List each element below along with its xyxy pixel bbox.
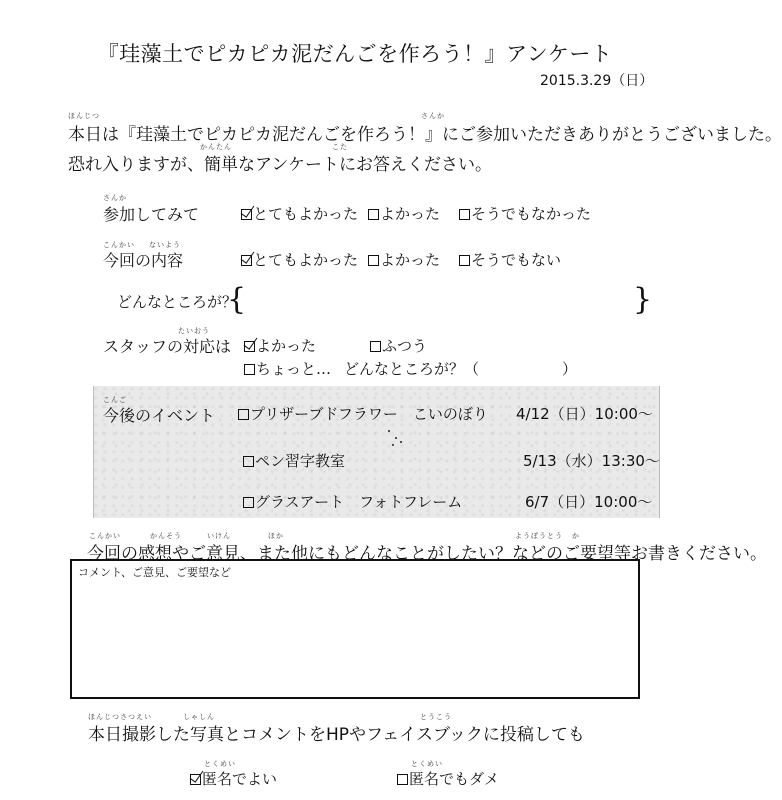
feedback-ruby-youboutou: ようぼうとう xyxy=(515,532,563,540)
feedback-ruby-ka: か xyxy=(572,532,580,540)
q2-option-label: そうでもない xyxy=(471,251,562,269)
q2-option-good[interactable] xyxy=(368,249,440,270)
scan-speck xyxy=(400,441,402,443)
q1-label: 参加してみて xyxy=(103,205,200,224)
q2-option-label: よかった xyxy=(380,251,441,269)
scan-speck xyxy=(392,444,394,446)
checkbox-icon[interactable] xyxy=(368,209,379,220)
event-date: 6/7（日）10:00～ xyxy=(525,493,653,511)
photo-ruby-tokumei-2: とくめい xyxy=(411,760,443,768)
event-date: 4/12（日）10:00～ xyxy=(516,405,653,423)
q3-followup-close: ） xyxy=(562,360,578,378)
feedback-ruby-kansou: かんそう xyxy=(150,532,182,540)
photo-ruby-shashin: しゃしん xyxy=(183,713,215,721)
q3-ruby: たいおう xyxy=(178,327,210,335)
photo-ruby-honjitsu-satsuei: ほんじつさつえい xyxy=(88,713,152,721)
q2-option-not-so[interactable] xyxy=(459,249,561,270)
survey-date: 2015.3.29（日） xyxy=(540,73,654,89)
events-ruby: こんご xyxy=(103,396,127,404)
page-title: 『珪藻土でピカピカ泥だんごを作ろう！』アンケート xyxy=(97,42,613,66)
q3-option-so-so[interactable] xyxy=(244,358,331,379)
q1-option-label: よかった xyxy=(380,205,441,223)
q2-followup-label: どんなところが？ xyxy=(117,293,238,311)
event-item-3[interactable] xyxy=(243,491,462,512)
checkbox-icon[interactable] xyxy=(243,456,254,467)
intro-line-2: 恐れ入りますが、簡単なアンケートにお答えください。 xyxy=(68,155,492,175)
checkbox-icon[interactable] xyxy=(368,255,379,266)
q3-option-label: ふつう xyxy=(382,337,428,355)
event-date: 5/13（水）13:30～ xyxy=(523,452,660,470)
q3-option-normal[interactable] xyxy=(370,335,427,356)
q1-option-label: とてもよかった xyxy=(253,205,359,223)
checkbox-icon[interactable] xyxy=(370,341,381,352)
brace-open-icon: { xyxy=(227,282,247,317)
checkbox-checked-icon[interactable] xyxy=(190,774,201,785)
checkbox-icon[interactable] xyxy=(244,364,255,375)
checkbox-icon[interactable] xyxy=(243,497,254,508)
q1-option-label: そうでもなかった xyxy=(471,205,592,223)
checkbox-icon[interactable] xyxy=(238,409,249,420)
photo-ruby-toukou: とうこう xyxy=(420,713,452,721)
event-item-1[interactable] xyxy=(238,403,488,424)
feedback-ruby-konkai: こんかい xyxy=(89,532,121,540)
ruby-honjitsu: ほんじつ xyxy=(68,112,100,120)
checkbox-icon[interactable] xyxy=(397,774,408,785)
scan-speck xyxy=(395,437,397,439)
feedback-prompt: 今回の感想やご意見、また他にもどんなことがしたい？などのご要望等お書きください。 xyxy=(87,544,767,564)
checkbox-icon[interactable] xyxy=(459,209,470,220)
photo-ruby-tokumei-1: とくめい xyxy=(204,760,236,768)
feedback-ruby-hoka: ほか xyxy=(268,532,284,540)
event-name: グラスアート フォトフレーム xyxy=(255,493,463,511)
ruby-sanka: さんか xyxy=(421,112,445,120)
q1-ruby: さんか xyxy=(103,194,127,202)
event-name: プリザーブドフラワー こいのぼり xyxy=(250,405,488,423)
comment-box-label: コメント、ご意見、ご要望など xyxy=(78,566,232,579)
q3-followup-label: どんなところが？（ xyxy=(344,360,480,378)
q1-option-very-good[interactable] xyxy=(241,203,358,224)
ruby-kantan: かんたん xyxy=(200,143,232,151)
q3-option-good[interactable] xyxy=(244,335,316,356)
intro-line-1: 本日は『珪藻土でピカピカ泥だんごを作ろう！』にご参加いただきありがとうございました。 xyxy=(68,125,782,145)
photo-option-label: 匿名でよい xyxy=(202,770,278,788)
checkbox-checked-icon[interactable] xyxy=(241,209,252,220)
checkbox-icon[interactable] xyxy=(459,255,470,266)
ruby-kota: こた xyxy=(332,143,348,151)
q2-option-label: とてもよかった xyxy=(253,251,359,269)
photo-option-label: 匿名でもダメ xyxy=(409,770,500,788)
q3-option-label: よかった xyxy=(256,337,317,355)
q2-ruby-naiyou: ないよう xyxy=(149,241,181,249)
q1-option-good[interactable] xyxy=(368,203,440,224)
brace-close-icon: } xyxy=(633,282,653,317)
q2-ruby-konkai: こんかい xyxy=(103,241,135,249)
feedback-ruby-iken: いけん xyxy=(207,532,231,540)
photo-option-anonymous-ng[interactable] xyxy=(397,768,499,789)
scan-speck xyxy=(388,430,390,432)
photo-option-anonymous-ok[interactable] xyxy=(190,768,277,789)
event-name: ペン習字教室 xyxy=(255,452,346,470)
events-label: 今後のイベント xyxy=(103,406,216,425)
q1-option-not-so[interactable] xyxy=(459,203,591,224)
q2-option-very-good[interactable] xyxy=(241,249,358,270)
checkbox-checked-icon[interactable] xyxy=(244,341,255,352)
q3-label: スタッフの対応は xyxy=(103,337,232,356)
checkbox-checked-icon[interactable] xyxy=(241,255,252,266)
q2-label: 今回の内容 xyxy=(103,251,184,270)
photo-permission-text: 本日撮影した写真とコメントをHPやフェイスブックに投稿しても xyxy=(88,725,585,745)
comment-textarea[interactable] xyxy=(70,559,640,699)
q3-option-label: ちょっと… xyxy=(256,360,332,378)
event-item-2[interactable] xyxy=(243,450,345,471)
